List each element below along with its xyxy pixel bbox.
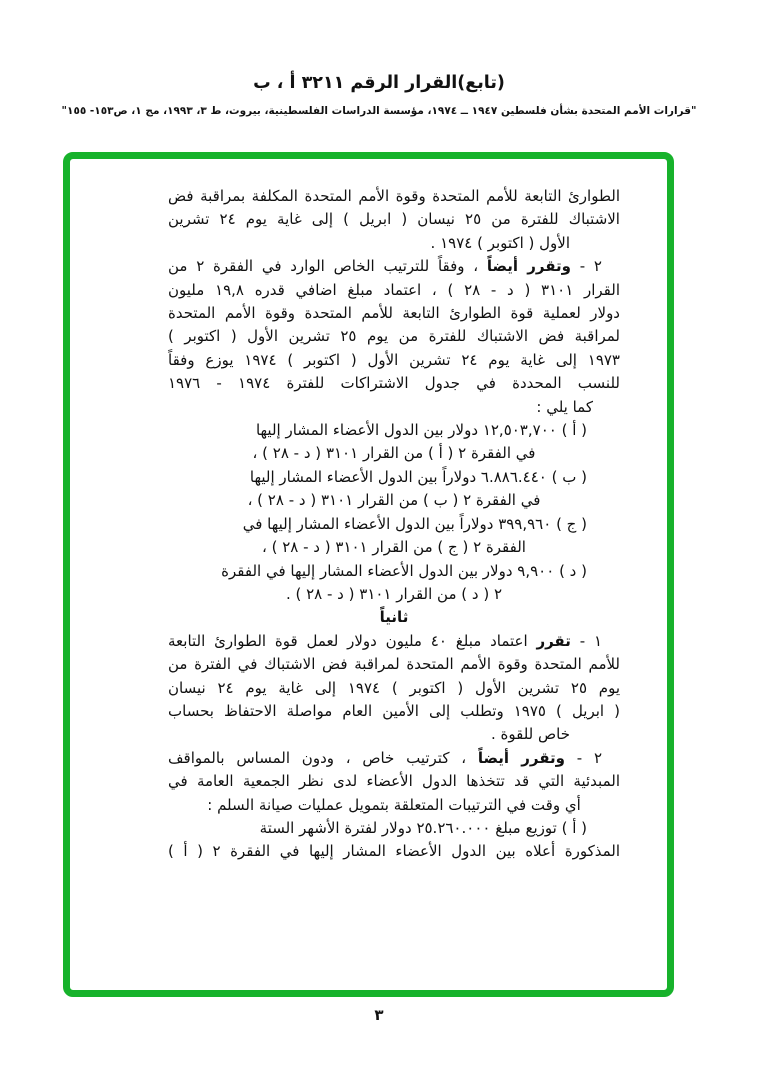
text-segment: ( أ ) توزيع مبلغ ٢٥.٢٦٠.٠٠٠ دولار لفترة الأشهر الستة	[259, 818, 587, 837]
text-line	[168, 536, 620, 559]
text-segment: المبدئية التي قد تتخذها الدول الأعضاء لدى نظر الجمعية العامة في	[168, 772, 620, 791]
text-segment: الفقرة ٢ ( ج ) من القرار ٣١٠١ ( د - ٢٨ ) ،	[262, 538, 526, 557]
text-line	[168, 489, 620, 512]
text-segment: الاشتباك للفترة من ٢٥ نيسان ( ابريل ) إلى غاية يوم ٢٤ تشرين	[168, 210, 620, 229]
text-segment: ١ -	[570, 631, 602, 650]
text-segment: اعتماد مبلغ ٤٠ مليون دولار لعمل قوة الطوارئ التابعة	[168, 631, 537, 650]
text-line	[168, 442, 620, 465]
page-number: ٣	[374, 1006, 384, 1024]
text-line	[168, 583, 620, 606]
text-segment: ( أ ) ١٢,٥٠٣,٧٠٠ دولار بين الدول الأعضاء المشار إليها	[255, 421, 587, 440]
text-line	[168, 372, 620, 395]
text-line	[168, 419, 620, 442]
text-segment: دولار لعملية قوة الطوارئ التابعة للأمم المتحدة وقوة الأمم المتحدة	[168, 304, 620, 323]
text-segment: ٢ ( د ) من القرار ٣١٠١ ( د - ٢٨ ) .	[285, 584, 503, 603]
text-segment: للأمم المتحدة وقوة الأمم المتحدة لمراقبة فض الاشتباك في الفترة من	[168, 655, 620, 674]
bold-text-segment: وتقرر أيضاً	[477, 748, 565, 767]
text-line	[168, 255, 620, 278]
text-segment: ( ابريل ) ١٩٧٥ وتطلب إلى الأمين العام مواصلة الاحتفاظ بحساب	[168, 701, 620, 720]
text-line	[168, 466, 620, 489]
text-line	[168, 208, 620, 231]
text-segment: خاص للقوة .	[490, 725, 570, 744]
text-segment: لمراقبة فض الاشتباك للفترة من يوم ٢٥ تشرين الأول ( اكتوبر )	[168, 327, 620, 346]
text-line	[168, 840, 620, 863]
text-segment: أي وقت في الترتيبات المتعلقة بتمويل عمليات صيانة السلم :	[207, 795, 581, 814]
text-segment: في الفقرة ٢ ( أ ) من القرار ٣١٠١ ( د - ٢٨ ) ،	[252, 444, 536, 463]
bold-text-segment: ثانياً	[379, 608, 409, 627]
text-segment: يوم ٢٥ تشرين الأول ( اكتوبر ) ١٩٧٤ إلى غاية يوم ٢٤ نيسان	[168, 678, 621, 697]
bold-text-segment: وتقرر أيضاً	[486, 257, 571, 276]
source-citation: "قرارات الأمم المتحدة بشأن فلسطين ١٩٤٧ ــ ١٩٧٤، مؤسسة الدراسات الفلسطينية، بيروت، ط ٣، ١٩٩٣، مج ١، ص١٥٣- ١٥٥"	[61, 105, 697, 117]
text-segment: الأول ( اكتوبر ) ١٩٧٤ .	[430, 233, 570, 252]
text-line	[168, 325, 620, 348]
text-line	[168, 302, 620, 325]
text-line	[168, 232, 620, 255]
text-line	[168, 279, 620, 302]
text-segment: ( د ) ٩,٩٠٠ دولار بين الدول الأعضاء المشار إليها في الفقرة	[221, 561, 587, 580]
document-lines	[168, 185, 620, 864]
text-segment: ( ج ) ٣٩٩,٩٦٠ دولاراً بين الدول الأعضاء المشار إليها في	[242, 514, 587, 533]
text-segment: المذكورة أعلاه بين الدول الأعضاء المشار إليها في الفقرة ٢ ( أ )	[168, 842, 620, 861]
highlight-frame	[63, 152, 674, 997]
text-line	[168, 747, 620, 770]
text-line	[168, 653, 620, 676]
text-line	[168, 677, 620, 700]
text-line	[168, 560, 620, 583]
text-line	[168, 630, 620, 653]
text-line	[168, 770, 620, 793]
text-line	[168, 794, 620, 817]
text-line	[168, 396, 620, 419]
bold-text-segment: تقرر	[536, 631, 571, 650]
page-title: (تابع)القرار الرقم ٣٢١١ أ ، ب	[253, 73, 505, 93]
text-segment: ( ب ) ٦.٨٨٦.٤٤٠ دولاراً بين الدول الأعضاء المشار إليها	[249, 467, 587, 486]
text-segment: الطوارئ التابعة للأمم المتحدة وقوة الأمم المتحدة المكلفة بمراقبة فض	[168, 187, 620, 205]
text-segment: القرار ٣١٠١ ( د - ٢٨ ) ، اعتماد مبلغ اضافي قدره ١٩,٨ مليون	[168, 280, 620, 299]
text-line	[168, 349, 620, 372]
text-segment: ٢ -	[564, 748, 602, 767]
text-segment: ، كترتيب خاص ، ودون المساس بالمواقف	[168, 748, 478, 767]
text-segment: ، وفقاً للترتيب الخاص الوارد في الفقرة ٢ من	[168, 257, 487, 276]
text-segment: كما يلي :	[536, 397, 593, 416]
text-segment: للنسب المحددة في جدول الاشتراكات للفترة ١٩٧٤ - ١٩٧٦	[168, 374, 620, 393]
text-segment: ٢ -	[570, 257, 602, 276]
text-segment: في الفقرة ٢ ( ب ) من القرار ٣١٠١ ( د - ٢٨ ) ،	[247, 491, 541, 510]
text-segment: ١٩٧٣ إلى غاية يوم ٢٤ تشرين الأول ( اكتوبر ) ١٩٧٤ يوزع وفقاً	[168, 350, 620, 369]
text-line	[168, 185, 620, 208]
text-line	[168, 700, 620, 723]
text-line	[168, 723, 620, 746]
text-line	[168, 513, 620, 536]
section-heading	[168, 606, 620, 629]
text-line	[168, 817, 620, 840]
